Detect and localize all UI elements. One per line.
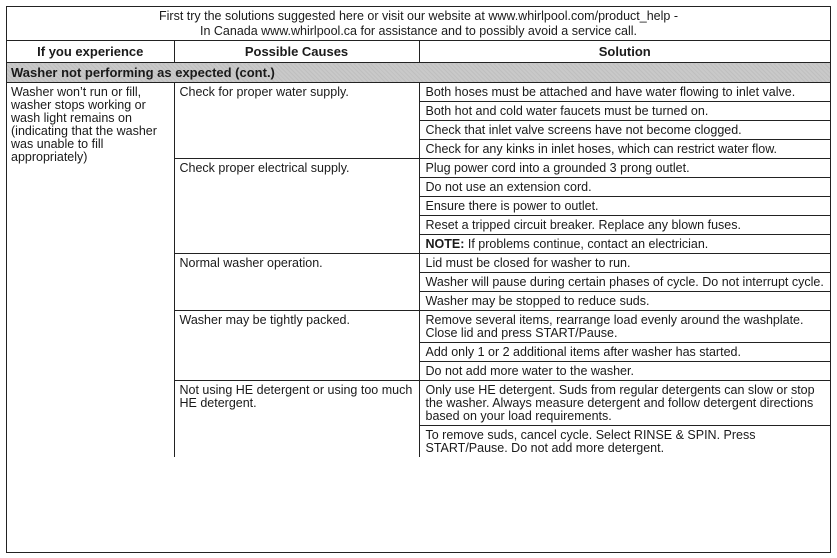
cause-cell: Check for proper water supply. <box>174 83 419 159</box>
section-title: Washer not performing as expected (cont.) <box>7 63 830 83</box>
solution-cell: Plug power cord into a grounded 3 prong outlet. <box>419 159 830 178</box>
intro-line-2: In Canada www.whirlpool.ca for assistance and to possibly avoid a service call. <box>199 24 638 38</box>
solution-cell: Add only 1 or 2 additional items after washer has started. <box>419 343 830 362</box>
solution-cell: Check that inlet valve screens have not become clogged. <box>419 121 830 140</box>
cause-cell: Check proper electrical supply. <box>174 159 419 254</box>
cause-cell: Not using HE detergent or using too much HE detergent. <box>174 381 419 458</box>
solution-cell: Do not add more water to the washer. <box>419 362 830 381</box>
troubleshooting-table <box>7 41 830 457</box>
solution-cell: To remove suds, cancel cycle. Select RINSE & SPIN. Press START/Pause. Do not add more detergent. <box>425 428 756 455</box>
solution-note-cell <box>419 235 830 254</box>
section-row <box>7 63 830 83</box>
cause-cell: Washer may be tightly packed. <box>174 311 419 381</box>
header-causes: Possible Causes <box>174 41 419 63</box>
solution-cell: Reset a tripped circuit breaker. Replace any blown fuses. <box>419 216 830 235</box>
solution-cell: Washer will pause during certain phases of cycle. Do not interrupt cycle. <box>419 273 830 292</box>
solution-cell: Washer may be stopped to reduce suds. <box>419 292 830 311</box>
solution-cell: Ensure there is power to outlet. <box>419 197 830 216</box>
solution-cell: Both hot and cold water faucets must be turned on. <box>419 102 830 121</box>
intro-banner <box>7 7 830 41</box>
note-label: NOTE: <box>425 237 465 251</box>
solution-cell: Only use HE detergent. Suds from regular detergents can slow or stop the washer. Always measure detergent and follow detergent directions based on your load requirements. <box>419 381 830 426</box>
solution-cell: Do not use an extension cord. <box>419 178 830 197</box>
solution-cell: Both hoses must be attached and have water flowing to inlet valve. <box>419 83 830 102</box>
table-row <box>7 83 830 102</box>
note-text: If problems continue, contact an electrician. <box>464 237 709 251</box>
intro-line-1: First try the solutions suggested here or visit our website at www.whirlpool.com/product_help - <box>159 9 678 23</box>
troubleshooting-sheet <box>6 6 831 553</box>
experience-cell: Washer won’t run or fill, washer stops working or wash light remains on (indicating that the washer was unable to fill appropriately) <box>7 83 174 458</box>
header-solution: Solution <box>419 41 830 63</box>
cause-cell: Normal washer operation. <box>174 254 419 311</box>
header-row <box>7 41 830 63</box>
solution-cell: Lid must be closed for washer to run. <box>419 254 830 273</box>
header-experience: If you experience <box>7 41 174 63</box>
solution-cell: Check for any kinks in inlet hoses, which can restrict water flow. <box>419 140 830 159</box>
solution-cell: Remove several items, rearrange load evenly around the washplate. Close lid and press START/Pause. <box>419 311 830 343</box>
